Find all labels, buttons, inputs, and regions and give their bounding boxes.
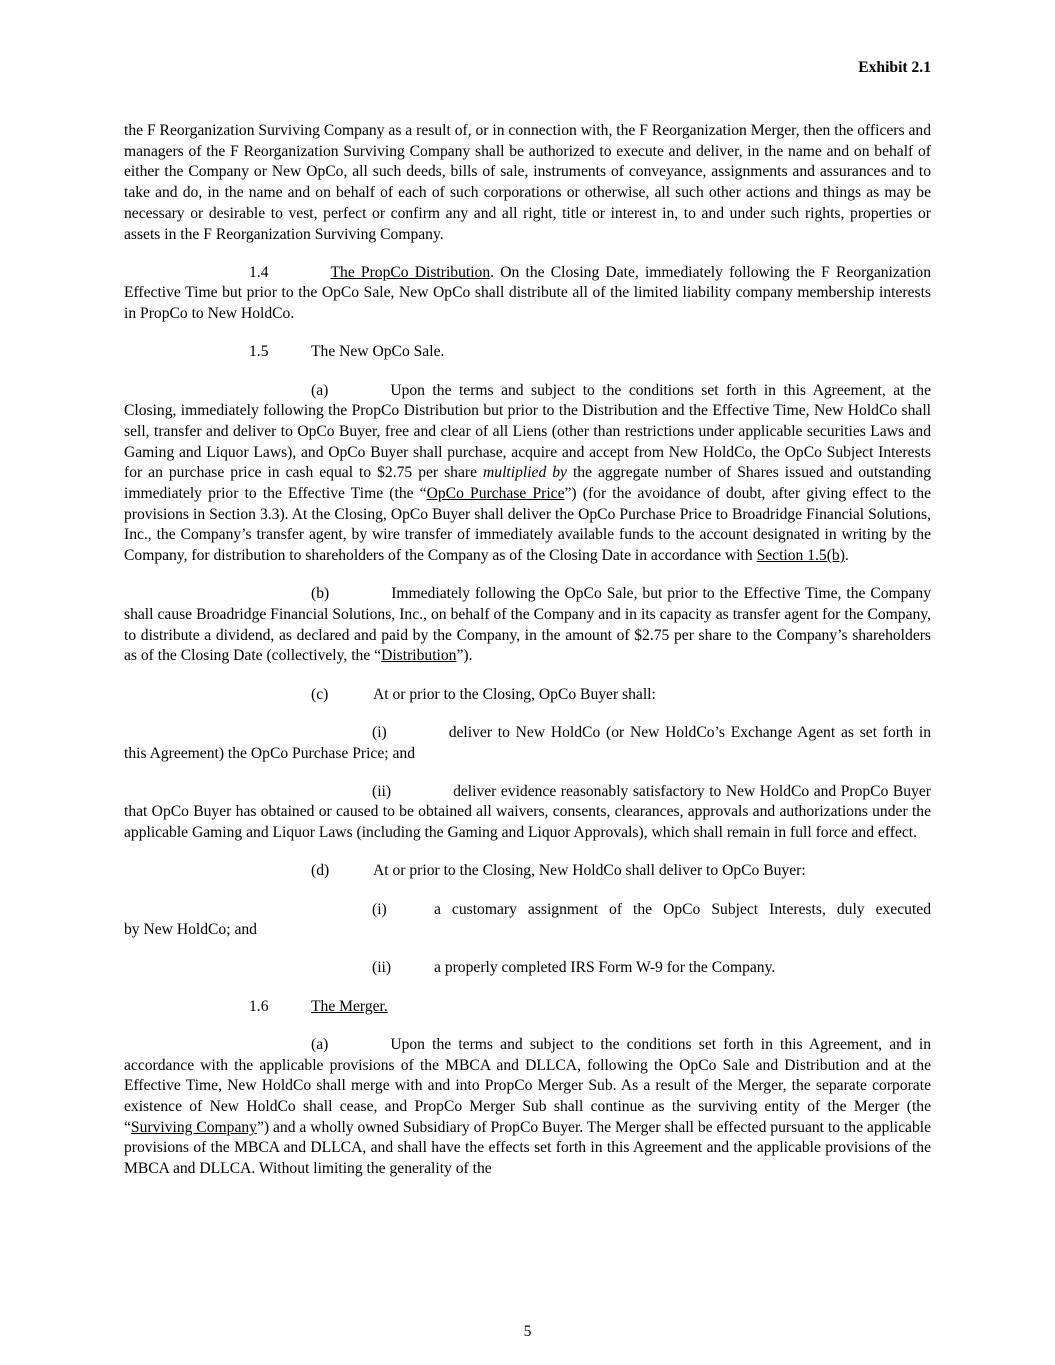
document-body [124, 121, 931, 1180]
section-1-5-number: 1.5 [249, 343, 269, 361]
section-1-5-b: (b) Immediately following the OpCo Sale, but prior to the Effective Time, the Company shall cause Broadridge Financial Solutions, Inc., on behalf of the Company and in its capacity as transfer agent for the Company, to distribute a dividend, as declared and paid by the Company, in the amount of $2.75 per share to the Company’s shareholders as of the Closing Date (collectively, the “Distribution”). [124, 585, 931, 665]
section-1-5-d-i-label: (i) [372, 900, 387, 918]
page-number: 5 [523, 1323, 532, 1340]
section-1-4-number: 1.4 [249, 263, 269, 281]
section-1-5-c-i-label: (i) [372, 723, 387, 741]
section-1-5-d-ii: (ii) a properly completed IRS Form W-9 for the Company. [124, 958, 931, 979]
section-1-5-d [124, 861, 931, 882]
section-1-4 [124, 263, 931, 325]
cross-reference-section-1-5-b: Section 1.5(b) [756, 547, 845, 565]
section-1-5-d-label: (d) [311, 862, 330, 880]
section-1-5-a: (a) Upon the terms and subject to the conditions set forth in this Agreement, at the Closing, immediately following the PropCo Distribution but prior to the Distribution and the Effective Time, New HoldCo shall sell, transfer and deliver to OpCo Buyer, free and clear of all Liens (other than restrictions under applicable securities Laws and Gaming and Liquor Laws), and OpCo Buyer shall purchase, acquire and accept from New HoldCo, the OpCo Subject Interests for an purchase price in cash equal to $2.75 per share multiplied by the aggregate number of Shares issued and outstanding immediately prior to the Effective Time (the “OpCo Purchase Price”) (for the avoidance of doubt, after giving effect to the provisions in Section 3.3). At the Closing, OpCo Buyer shall deliver the OpCo Purchase Price to Broadridge Financial Solutions, Inc., the Company’s transfer agent, by wire transfer of immediately available funds to the account designated in writing by the Company, for distribution to shareholders of the Company as of the Closing Date in accordance with Section 1.5(b). [124, 381, 932, 565]
section-1-6-a-label: (a) [311, 1035, 329, 1053]
section-1-5-c-i: (i) deliver to New HoldCo (or New HoldCo’s Exchange Agent as set forth in this Agreement) the OpCo Purchase Price; and [124, 723, 931, 762]
section-1-4-title: The PropCo Distribution [330, 263, 491, 281]
section-1-6-number: 1.6 [249, 997, 269, 1015]
section-1-6-heading [124, 997, 931, 1018]
section-1-5-d-ii-label: (ii) [372, 959, 392, 977]
section-1-6-a: (a) Upon the terms and subject to the conditions set forth in this Agreement, and in accordance with the applicable provisions of the MBCA and DLLCA, following the OpCo Sale and Distribution and at the Effective Time, New HoldCo shall merge with and into PropCo Merger Sub. As a result of the Merger, the separate corporate existence of New HoldCo shall cease, and PropCo Merger Sub shall continue as the surviving entity of the Merger (the “Surviving Company”) and a wholly owned Subsidiary of PropCo Buyer. The Merger shall be effected pursuant to the applicable provisions of the MBCA and DLLCA, and shall have the effects set forth in this Agreement and the applicable provisions of the MBCA and DLLCA. Without limiting the generality of the [124, 1035, 931, 1178]
exhibit-label: Exhibit 2.1 [858, 59, 931, 76]
section-1-5-c [124, 685, 931, 706]
section-1-5-d-i: (i) a customary assignment of the OpCo Subject Interests, duly executed by New HoldCo; and [124, 900, 931, 939]
section-1-5-b-label: (b) [311, 585, 330, 603]
defined-term-opco-purchase-price: OpCo Purchase Price [426, 485, 565, 503]
section-1-5-a-label: (a) [311, 381, 329, 399]
section-1-5-c-text: At or prior to the Closing, OpCo Buyer shall: [373, 685, 656, 703]
section-1-6-title: The Merger. [311, 997, 388, 1015]
section-1-4-text: . On the Closing Date, immediately following the F Reorganization Effective Time but prior to the OpCo Sale, New OpCo shall distribute all of the limited liability company membership interests in PropCo to New HoldCo. [124, 263, 931, 323]
section-1-5-c-label: (c) [311, 685, 329, 703]
defined-term-distribution: Distribution [381, 647, 457, 665]
defined-term-surviving-company: Surviving Company [130, 1118, 257, 1136]
section-1-5-title: The New OpCo Sale. [311, 343, 445, 361]
section-1-5-heading [124, 342, 931, 363]
section-1-5-c-ii: (ii) deliver evidence reasonably satisfactory to New HoldCo and PropCo Buyer that OpCo Buyer has obtained or caused to be obtained all waivers, consents, clearances, approvals and authorizations under the applicable Gaming and Liquor Laws (including the Gaming and Liquor Approvals), which shall remain in full force and effect. [124, 782, 931, 842]
continued-paragraph: the F Reorganization Surviving Company as a result of, or in connection with, the F Reorganization Merger, then the officers and managers of the F Reorganization Surviving Company shall be authorized to execute and deliver, in the name and on behalf of either the Company or New OpCo, all such deeds, bills of sale, instruments of conveyance, assignments and assurances and to take and do, in the name and on behalf of each of such corporations or otherwise, all such other actions and things as may be necessary or desirable to vest, perfect or confirm any and all right, title or interest in, to and under such rights, properties or assets in the F Reorganization Surviving Company. [124, 122, 931, 243]
section-1-5-d-text: At or prior to the Closing, New HoldCo shall deliver to OpCo Buyer: [373, 862, 806, 880]
section-1-5-c-ii-label: (ii) [372, 782, 392, 800]
